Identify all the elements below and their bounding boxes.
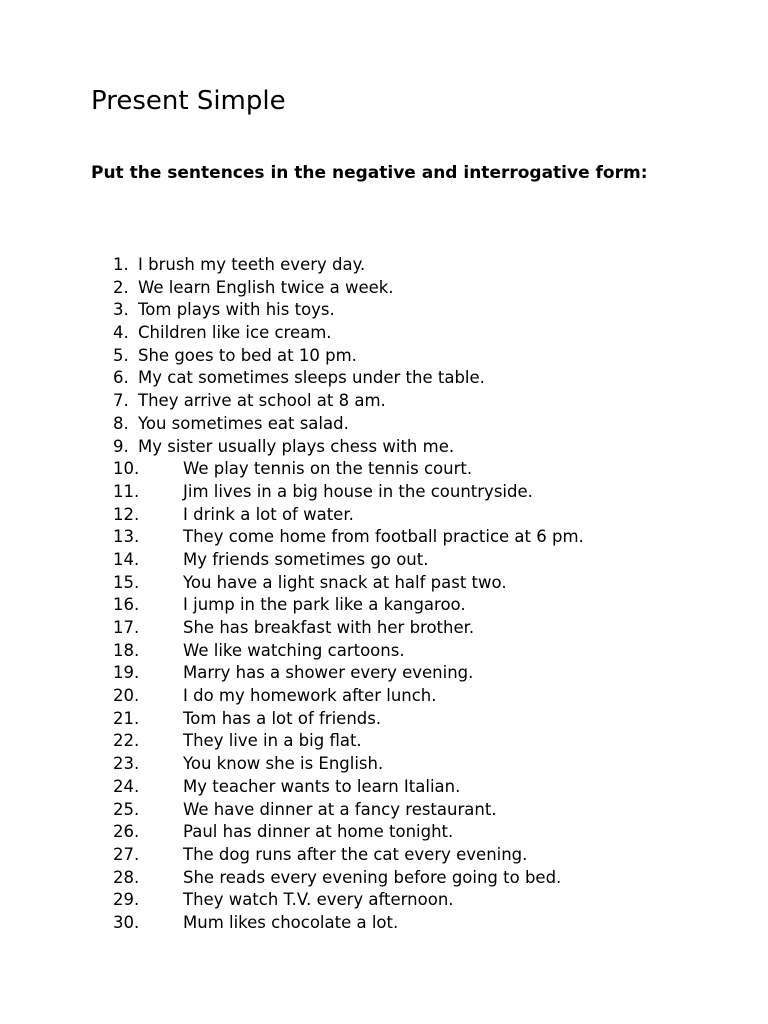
list-item-number: 27. <box>113 844 140 864</box>
list-item <box>0 322 768 345</box>
list-item-number: 24. <box>113 776 140 796</box>
list-item-number: 3. <box>113 300 129 320</box>
list-item-text: I drink a lot of water. <box>183 504 354 524</box>
list-item-text: They watch T.V. every afternoon. <box>183 890 454 910</box>
list-item <box>0 345 768 368</box>
list-item-number: 13. <box>113 527 140 547</box>
list-item <box>0 458 768 481</box>
list-item <box>0 617 768 640</box>
list-item-text: Paul has dinner at home tonight. <box>183 822 454 842</box>
list-item <box>0 526 768 549</box>
list-item-number: 19. <box>113 663 140 683</box>
list-item-number: 1. <box>113 255 129 274</box>
list-item <box>0 753 768 776</box>
list-item <box>0 572 768 595</box>
list-item-text: We have dinner at a fancy restaurant. <box>183 799 497 819</box>
list-item <box>0 594 768 617</box>
list-item <box>0 821 768 844</box>
list-item-number: 12. <box>113 504 140 524</box>
list-item-text: She has breakfast with her brother. <box>183 618 475 637</box>
list-item-text: I jump in the park like a kangaroo. <box>183 595 466 615</box>
list-item <box>0 799 768 822</box>
list-item-text: Mum likes chocolate a lot. <box>183 912 399 932</box>
list-item <box>0 662 768 685</box>
list-item-text: You have a light snack at half past two. <box>183 572 507 592</box>
list-item-text: You know she is English. <box>183 754 384 774</box>
list-item <box>0 867 768 890</box>
list-item-number: 16. <box>113 595 140 615</box>
list-item-text: They come home from football practice at 6 pm. <box>183 527 584 547</box>
instruction-text: Put the sentences in the negative and interrogative form: <box>91 163 648 183</box>
list-item <box>0 390 768 413</box>
list-item-number: 17. <box>113 618 140 637</box>
list-item-text: I brush my teeth every day. <box>138 255 366 274</box>
list-item-text: Tom plays with his toys. <box>138 300 335 320</box>
list-item-number: 21. <box>113 708 140 728</box>
list-item-text: Marry has a shower every evening. <box>183 663 474 683</box>
list-item <box>0 912 768 935</box>
list-item-number: 2. <box>113 277 129 297</box>
list-item <box>0 776 768 799</box>
list-item <box>0 254 768 277</box>
list-item-number: 4. <box>113 323 129 343</box>
list-item-number: 22. <box>113 731 140 751</box>
list-item-text: My teacher wants to learn Italian. <box>183 776 461 796</box>
list-item <box>0 481 768 504</box>
list-item-number: 15. <box>113 572 140 592</box>
list-item-text: We like watching cartoons. <box>183 640 405 660</box>
list-item-number: 25. <box>113 799 140 819</box>
list-item <box>0 549 768 572</box>
list-item-number: 11. <box>113 481 140 501</box>
list-item-number: 8. <box>113 413 129 433</box>
list-item <box>0 413 768 436</box>
list-item <box>0 299 768 322</box>
list-item <box>0 504 768 527</box>
list-item <box>0 367 768 390</box>
list-item-number: 6. <box>113 368 129 388</box>
list-item-number: 10. <box>113 459 140 479</box>
list-item-number: 30. <box>113 912 140 932</box>
list-item-text: We learn English twice a week. <box>138 277 394 297</box>
list-item-number: 9. <box>113 436 129 456</box>
list-item <box>0 436 768 459</box>
list-item-number: 28. <box>113 867 140 887</box>
page-title: Present Simple <box>91 86 286 116</box>
list-item-text: You sometimes eat salad. <box>138 413 349 433</box>
list-item <box>0 844 768 867</box>
list-item-text: My sister usually plays chess with me. <box>138 436 455 456</box>
list-item-number: 23. <box>113 754 140 774</box>
list-item-text: They live in a big flat. <box>183 731 362 751</box>
list-item-number: 7. <box>113 391 129 411</box>
sentence-list <box>0 254 768 935</box>
list-item-text: My cat sometimes sleeps under the table. <box>138 368 485 388</box>
list-item-text: Jim lives in a big house in the countryside. <box>183 481 533 501</box>
list-item <box>0 708 768 731</box>
list-item-text: My friends sometimes go out. <box>183 549 429 569</box>
list-item-number: 18. <box>113 640 140 660</box>
list-item <box>0 685 768 708</box>
list-item-text: They arrive at school at 8 am. <box>138 391 386 411</box>
list-item-text: We play tennis on the tennis court. <box>183 459 473 479</box>
list-item-text: I do my homework after lunch. <box>183 686 437 706</box>
list-item-number: 14. <box>113 549 140 569</box>
list-item <box>0 889 768 912</box>
list-item-text: Tom has a lot of friends. <box>183 708 382 728</box>
list-item-text: The dog runs after the cat every evening. <box>183 844 528 864</box>
list-item-number: 5. <box>113 345 129 365</box>
list-item-number: 29. <box>113 890 140 910</box>
list-item <box>0 640 768 663</box>
list-item-text: She goes to bed at 10 pm. <box>138 345 357 365</box>
list-item-text: She reads every evening before going to bed. <box>183 867 562 887</box>
list-item <box>0 730 768 753</box>
list-item <box>0 277 768 300</box>
list-item-number: 26. <box>113 822 140 842</box>
list-item-number: 20. <box>113 686 140 706</box>
list-item-text: Children like ice cream. <box>138 323 332 343</box>
